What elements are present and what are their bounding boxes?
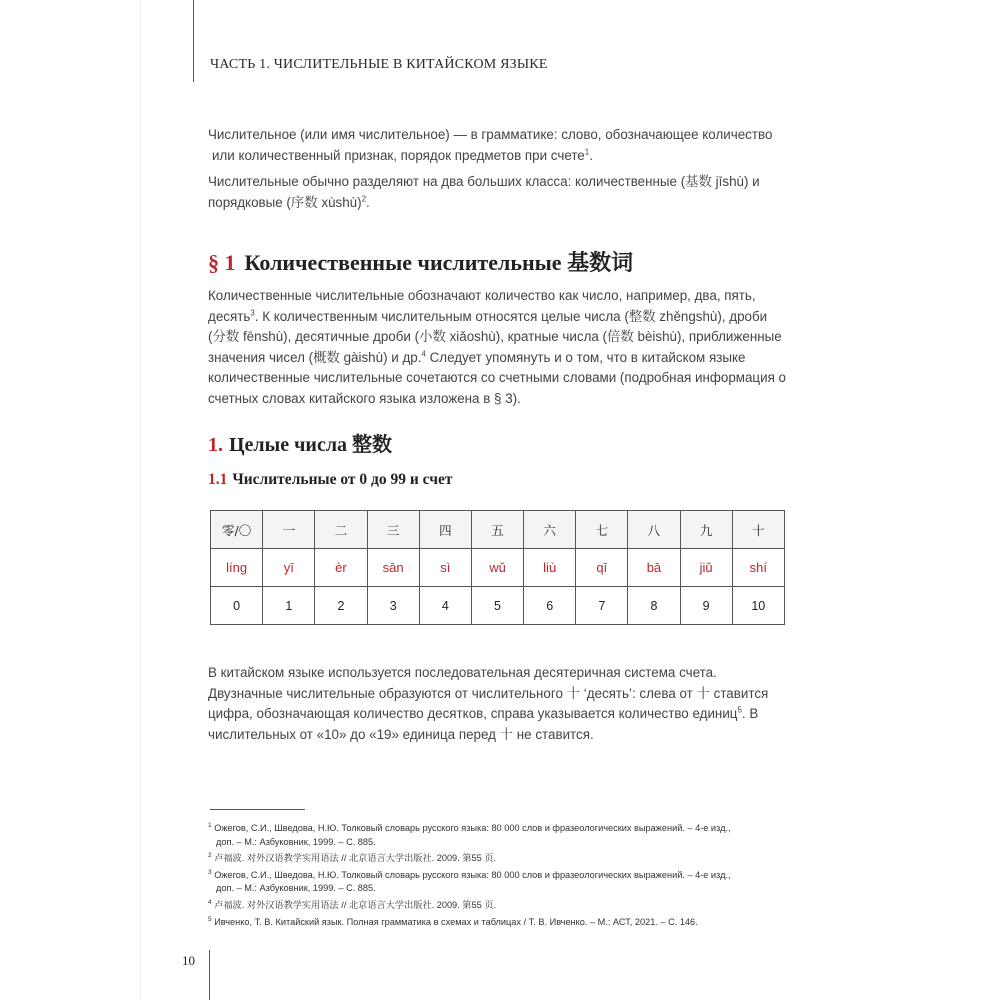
footnote-text-cont: доп. – М.: Азбуковник, 1999. – С. 885. [216, 836, 376, 847]
subsection-title: Целые числа 整数 [229, 434, 393, 456]
intro-p1-line1: Числительное (или имя числительное) — в грамматике: слово, обозначающее количество [208, 127, 773, 142]
footnote-text: 卢福波. 对外汉语教学实用语法 // 北京语言大学出版社. 2009. 第55 页. [214, 853, 496, 864]
table-cell-hanzi: 三 [367, 511, 419, 549]
top-margin-rule [193, 0, 194, 82]
counting-p-part1: В китайском языке используется последовательная десятеричная система счета. Двузначные числительные образуются от числительного 十 ‘десять’: слева от 十 ставится цифра, обозначающая количество десятков, справа указывается количество единиц [208, 665, 769, 721]
footnote-text-cont: доп. – М.: Азбуковник, 1999. – С. 885. [216, 883, 376, 894]
table-cell-pinyin: líng [211, 549, 263, 587]
table-cell-pinyin: bā [628, 549, 680, 587]
footnote-item [208, 852, 788, 866]
table-cell-pinyin: shí [732, 549, 784, 587]
table-cell-hanzi: 八 [628, 511, 680, 549]
footnote-number: 2 [208, 852, 212, 860]
table-cell-hanzi: 四 [419, 511, 471, 549]
footnote-number: 4 [208, 898, 212, 906]
intro-paragraph-1 [208, 125, 788, 166]
footnote-text: Ивченко, Т. В. Китайский язык. Полная грамматика в схемах и таблицах / Т. В. Ивченко. – М.: АСТ, 2021. – С. 146. [214, 916, 698, 927]
table-cell-hanzi: 六 [524, 511, 576, 549]
table-cell-pinyin: liù [524, 549, 576, 587]
footnote-ref-5[interactable]: 5 [737, 705, 742, 715]
table-cell-pinyin: yī [263, 549, 315, 587]
footnote-item [208, 916, 788, 930]
subsubsection-number: 1.1 [208, 471, 228, 488]
table-cell-digit: 8 [628, 587, 680, 625]
footnote-text: Ожегов, С.И., Шведова, Н.Ю. Толковый словарь русского языка: 80 000 слов и фразеологических выражений. – 4-е изд., [214, 823, 731, 833]
table-cell-digit: 3 [367, 587, 419, 625]
footnote-ref-1[interactable]: 1 [584, 147, 590, 157]
footnote-text: 卢福波. 对外汉语教学实用语法 // 北京语言大学出版社. 2009. 第55 页. [214, 899, 496, 910]
numbers-table [210, 510, 785, 625]
intro-paragraph-2 [208, 172, 788, 213]
intro-p2-text: Числительные обычно разделяют на два больших класса: количественные (基数 jīshù) и порядковые (序数 xùshù) [208, 174, 760, 210]
subsection-number: 1. [208, 434, 223, 456]
table-cell-hanzi: 五 [471, 511, 523, 549]
running-head: ЧАСТЬ 1. ЧИСЛИТЕЛЬНЫЕ В КИТАЙСКОМ ЯЗЫКЕ [210, 57, 548, 72]
table-cell-digit: 1 [263, 587, 315, 625]
table-cell-hanzi: 二 [315, 511, 367, 549]
bottom-margin-rule [209, 950, 210, 1000]
footnote-item [208, 822, 788, 849]
table-cell-hanzi: 九 [680, 511, 732, 549]
table-cell-digit: 0 [211, 587, 263, 625]
subsubsection-heading [208, 471, 452, 489]
table-cell-digit: 5 [471, 587, 523, 625]
footnote-ref-4[interactable]: 4 [421, 349, 426, 359]
section-title: Количественные числительные 基数词 [244, 250, 634, 275]
footnote-item [208, 899, 788, 913]
footnote-ref-2[interactable]: 2 [361, 194, 367, 204]
section-p-part2: . К количественным числительным относятся целые числа (整数 zhěngshù), дроби (分数 fēnshù), десятичные дроби (小数 xiǎoshù), кратные числа (倍数 bèishù), приближенные значения чисел (概数 gàishù) и др. [208, 308, 782, 365]
table-cell-digit: 10 [732, 587, 784, 625]
table-cell-hanzi: 十 [732, 511, 784, 549]
hanzi-row [211, 511, 785, 549]
section-number: § 1 [208, 250, 236, 275]
table-cell-hanzi: 一 [263, 511, 315, 549]
table-cell-pinyin: sì [419, 549, 471, 587]
footnote-number: 5 [208, 915, 212, 923]
table-cell-pinyin: qī [576, 549, 628, 587]
table-cell-pinyin: èr [315, 549, 367, 587]
table-cell-hanzi: 零/〇 [211, 511, 263, 549]
footnote-separator [210, 809, 305, 810]
page-number: 10 [182, 953, 195, 968]
footnote-number: 3 [208, 868, 212, 876]
counting-paragraph [208, 663, 788, 745]
footnotes [208, 822, 788, 932]
section-p-part1: Количественные числительные обозначают количество как число, например, два, пять, десять [208, 288, 756, 324]
table-cell-digit: 7 [576, 587, 628, 625]
table-cell-pinyin: jiǔ [680, 549, 732, 587]
table-cell-pinyin: wǔ [471, 549, 523, 587]
counting-p-part2: . В числительных от «10» до «19» единица перед 十 не ставится. [208, 706, 759, 742]
subsection-heading [208, 428, 392, 457]
intro-p1-end: . [589, 147, 593, 163]
table-cell-hanzi: 七 [576, 511, 628, 549]
intro-p1-line2-wrap [208, 146, 788, 167]
intro-p1-line2: или количественный признак, порядок предметов при счете [212, 147, 585, 163]
table-cell-digit: 9 [680, 587, 732, 625]
footnote-number: 1 [208, 821, 212, 829]
digits-row [211, 587, 785, 625]
table-cell-digit: 6 [524, 587, 576, 625]
table-cell-digit: 4 [419, 587, 471, 625]
table-cell-digit: 2 [315, 587, 367, 625]
section-heading [208, 246, 633, 277]
footnote-item [208, 869, 788, 896]
table-cell-pinyin: sān [367, 549, 419, 587]
section-paragraph [208, 286, 788, 409]
pinyin-row [211, 549, 785, 587]
subsubsection-title: Числительные от 0 до 99 и счет [232, 471, 453, 488]
footnote-ref-3[interactable]: 3 [250, 308, 255, 318]
intro-p2-end: . [366, 194, 370, 210]
footnote-text: Ожегов, С.И., Шведова, Н.Ю. Толковый словарь русского языка: 80 000 слов и фразеологических выражений. – 4-е изд., [214, 869, 731, 880]
section-p-part3: Следует упомянуть и о том, что в китайском языке количественные числительные сочетаются со счетными словами (подробная информация о счетных словах китайского языка изложена в § 3). [208, 349, 786, 406]
